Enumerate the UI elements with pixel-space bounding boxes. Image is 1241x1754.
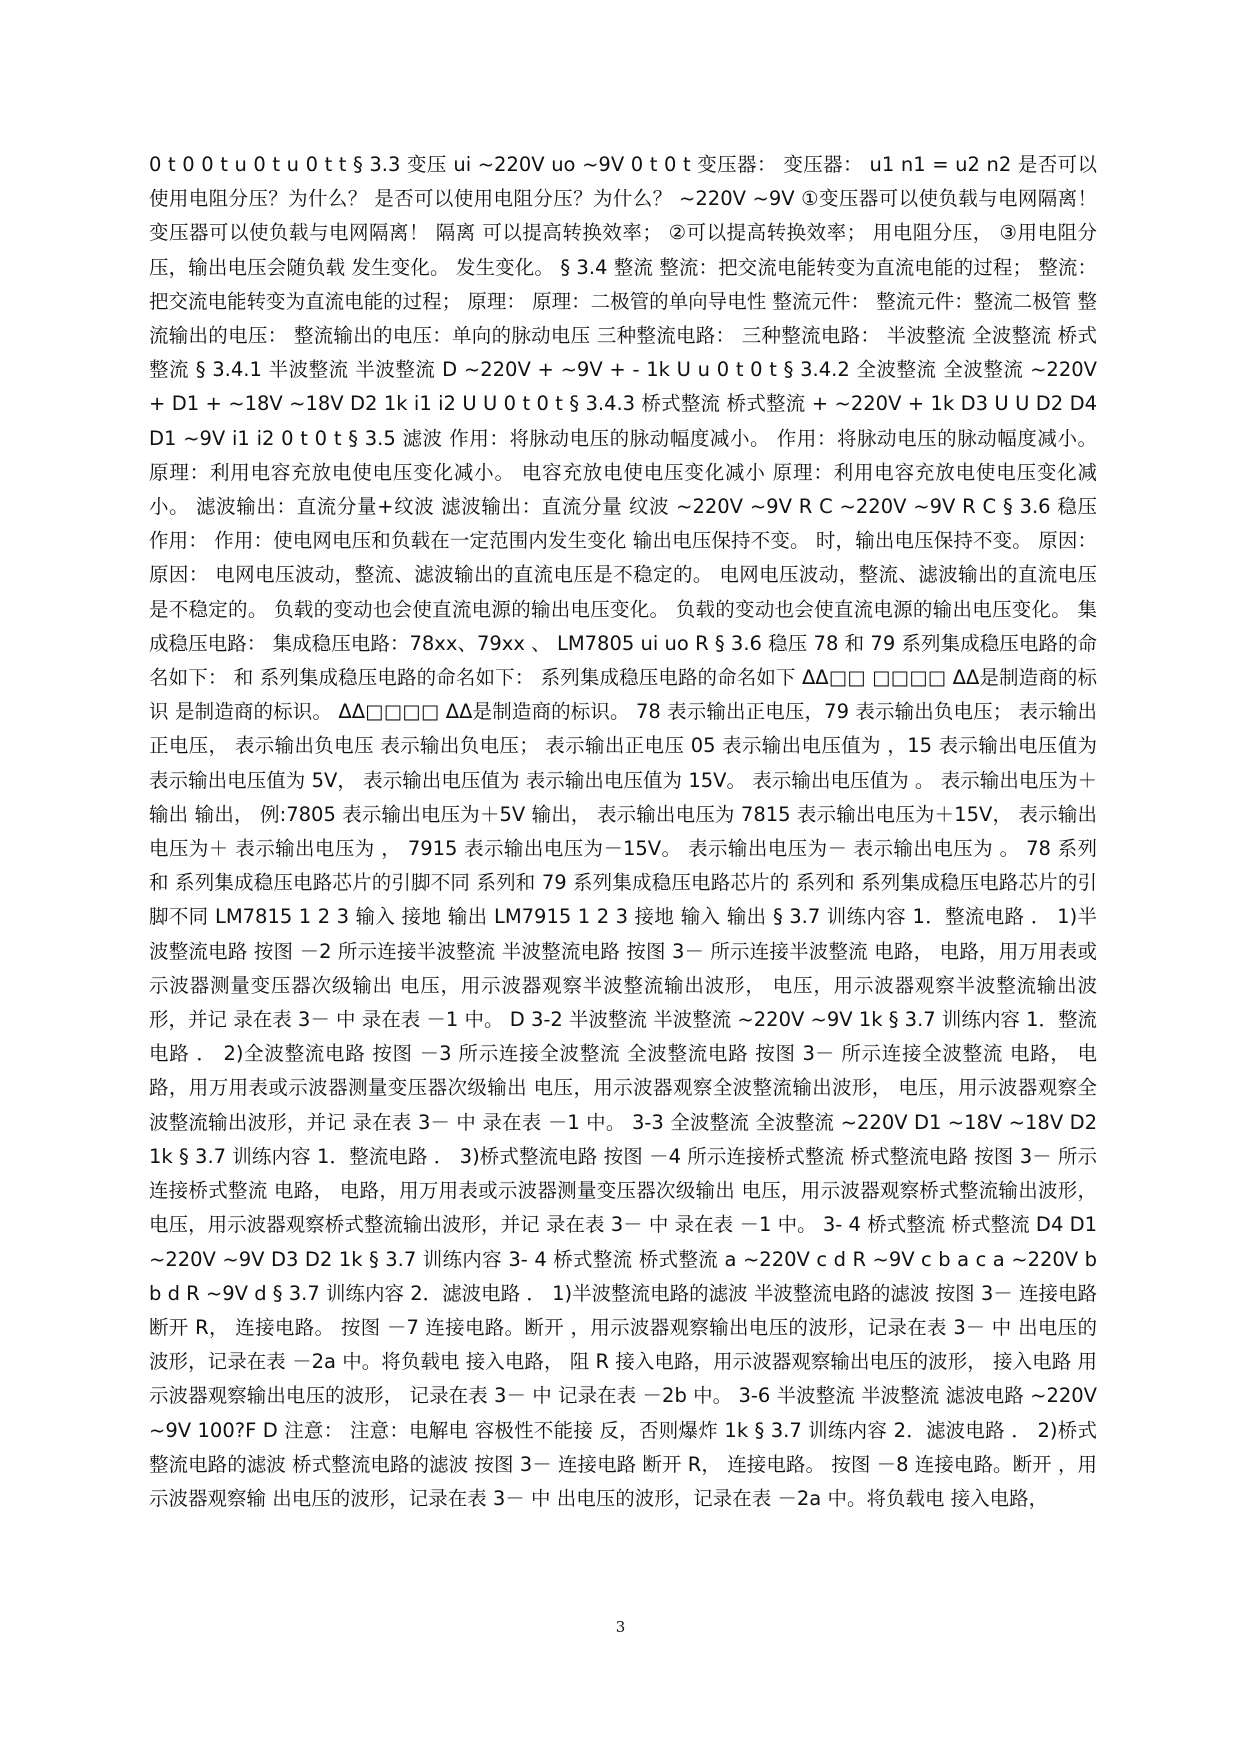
page-number: 3 xyxy=(615,1618,626,1636)
body-paragraph: 0 t 0 0 t u 0 t u 0 t t § 3.3 变压 ui ~220V uo ~9V 0 t 0 t 变压器： 变压器： u1 n1 = u2 n2 是否可以使用电阻分压？为什么？ 是否可以使用电阻分压？为什么？ ~220V ~9V ①变压器可以使负载与电网隔离！ 变压器可以使负载与电网隔离！ 隔离 可以提高转换效率； ②可以提高转换效率； 用电阻分压， ③用电阻分压，输出电压会随负载 发生变化。 发生变化。 § 3.4 整流 整流：把交流电能转变为直流电能的过程； 整流：把交流电能转变为直流电能的过程； 原理： 原理：二极管的单向导电性 整流元件： 整流元件：整流二极管 整流输出的电压： 整流输出的电压：单向的脉动电压 三种整流电路： 三种整流电路： 半波整流 全波整流 桥式整流 § 3.4.1 半波整流 半波整流 D ~220V + ~9V + - 1k U u 0 t 0 t § 3.4.2 全波整流 全波整流 ~220V + D1 + ~18V ~18V D2 1k i1 i2 U U 0 t 0 t § 3.4.3 桥式整流 桥式整流 + ~220V + 1k D3 U U D2 D4 D1 ~9V i1 i2 0 t 0 t § 3.5 滤波 作用：将脉动电压的脉动幅度减小。 作用：将脉动电压的脉动幅度减小。 原理：利用电容充放电使电压变化减小。 电容充放电使电压变化减小 原理：利用电容充放电使电压变化减小。 滤波输出：直流分量+纹波 滤波输出：直流分量 纹波 ~220V ~9V R C ~220V ~9V R C § 3.6 稳压 作用： 作用：使电网电压和负载在一定范围内发生变化 输出电压保持不变。 时，输出电压保持不变。 原因： 原因： 电网电压波动，整流、滤波输出的直流电压是不稳定的。 电网电压波动，整流、滤波输出的直流电压是不稳定的。 负载的变动也会使直流电源的输出电压变化。 负载的变动也会使直流电源的输出电压变化。 集成稳压电路： 集成稳压电路：78xx、79xx 、 LM7805 ui uo R § 3.6 稳压 78 和 79 系列集成稳压电路的命名如下： 和 系列集成稳压电路的命名如下： 系列集成稳压电路的命名如下 ΔΔ□□ □□□□ ΔΔ是制造商的标识 是制造商的标识。 ΔΔ□□□□ ΔΔ是制造商的标识。 78 表示输出正电压，79 表示输出负电压； 表示输出正电压， 表示输出负电压 表示输出负电压； 表示输出正电压 05 表示输出电压值为 ，15 表示输出电压值为 表示输出电压值为 5V， 表示输出电压值为 表示输出电压值为 15V。 表示输出电压值为 。 表示输出电压为＋ 输出 输出， 例:7805 表示输出电压为＋5V 输出， 表示输出电压为 7815 表示输出电压为＋15V， 表示输出电压为＋ 表示输出电压为 ， 7915 表示输出电压为－15V。 表示输出电压为－ 表示输出电压为 。 78 系列和 系列集成稳压电路芯片的引脚不同 系列和 79 系列集成稳压电路芯片的 系列和 系列集成稳压电路芯片的引脚不同 LM7815 1 2 3 输入 接地 输出 LM7915 1 2 3 接地 输入 输出 § 3.7 训练内容 1．整流电路 ． 1)半波整流电路 按图 －2 所示连接半波整流 半波整流电路 按图 3－ 所示连接半波整流 电路， 电路，用万用表或示波器测量变压器次级输出 电压，用示波器观察半波整流输出波形， 电压，用示波器观察半波整流输出波形，并记 录在表 3－ 中 录在表 －1 中。 D 3-2 半波整流 半波整流 ~220V ~9V 1k § 3.7 训练内容 1．整流电路 ． 2)全波整流电路 按图 －3 所示连接全波整流 全波整流电路 按图 3－ 所示连接全波整流 电路， 电路，用万用表或示波器测量变压器次级输出 电压，用示波器观察全波整流输出波形， 电压，用示波器观察全波整流输出波形，并记 录在表 3－ 中 录在表 －1 中。 3-3 全波整流 全波整流 ~220V D1 ~18V ~18V D2 1k § 3.7 训练内容 1．整流电路 ． 3)桥式整流电路 按图 －4 所示连接桥式整流 桥式整流电路 按图 3－ 所示连接桥式整流 电路， 电路，用万用表或示波器测量变压器次级输出 电压，用示波器观察桥式整流输出波形， 电压，用示波器观察桥式整流输出波形，并记 录在表 3－ 中 录在表 －1 中。 3- 4 桥式整流 桥式整流 D4 D1 ~220V ~9V D3 D2 1k § 3.7 训练内容 3- 4 桥式整流 桥式整流 a ~220V c d R ~9V c b a c a ~220V b b d R ~9V d § 3.7 训练内容 2．滤波电路 ． 1)半波整流电路的滤波 半波整流电路的滤波 按图 3－ 连接电路 断开 R， 连接电路。 按图 －7 连接电路。断开 ，用示波器观察输出电压的波形，记录在表 3－ 中 出电压的波形，记录在表 －2a 中。将负载电 接入电路， 阻 R 接入电路，用示波器观察输出电压的波形， 接入电路 用示波器观察输出电压的波形， 记录在表 3－ 中 记录在表 －2b 中。 3-6 半波整流 半波整流 滤波电路 ~220V ~9V 100?F D 注意： 注意：电解电 容极性不能接 反，否则爆炸 1k § 3.7 训练内容 2．滤波电路 ． 2)桥式整流电路的滤波 桥式整流电路的滤波 按图 3－ 连接电路 断开 R， 连接电路。 按图 －8 连接电路。断开 ，用示波器观察输 出电压的波形，记录在表 3－ 中 出电压的波形，记录在表 －2a 中。将负载电 接入电路， xyxy=(149,153,1097,1510)
